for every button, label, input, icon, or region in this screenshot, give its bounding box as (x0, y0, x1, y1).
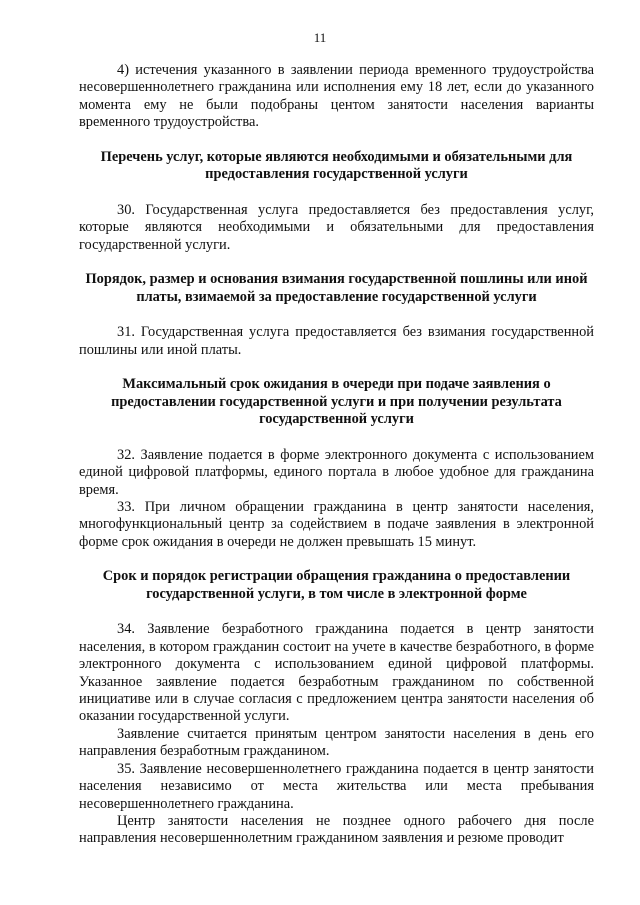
heading-registration: Срок и порядок регистрации обращения гражданина о предоставлении государственной услуги, в том числе в электронной форме (102, 568, 571, 602)
paragraph-35-continued: Центр занятости населения не позднее одного рабочего дня после направления несовершеннолетним гражданином заявления и резюме проводит (79, 812, 594, 847)
paragraph-item-4: 4) истечения указанного в заявлении периода временного трудоустройства несовершеннолетнего гражданина или исполнения ему 18 лет, если до указанного момента ему не были подобраны центом занятости населения варианты временного трудоустройства. (79, 62, 594, 131)
paragraph-30: 30. Государственная услуга предоставляется без предоставления услуг, которые являются необходимыми и обязательными для предоставления государственной услуги. (79, 201, 594, 253)
paragraph-34: 34. Заявление безработного гражданина подается в центр занятости населения, в котором гражданин состоит на учете в качестве безработного, в форме электронного документа с использованием единой цифровой платформы. Указанное заявление подается безработным гражданином по собственной инициативе или в случае согласия с предложением центра занятости населения об оказании государственной услуги. (79, 621, 594, 725)
paragraph-34-continued: Заявление считается принятым центром занятости населения в день его направления безработным гражданином. (79, 725, 594, 760)
heading-state-fee: Порядок, размер и основания взимания государственной пошлины или иной платы, взимаемой за предоставление государственной услуги (85, 271, 588, 305)
paragraph-33: 33. При личном обращении гражданина в центр занятости населения, многофункциональный центр за содействием в подаче заявления в электронной форме срок ожидания в очереди не должен превышать 15 минут. (79, 499, 594, 550)
paragraph-31: 31. Государственная услуга предоставляется без взимания государственной пошлины или иной платы. (79, 324, 594, 358)
heading-waiting-time: Максимальный срок ожидания в очереди при подаче заявления о предоставлении государственной услуги и при получении результата государственной услуги (111, 376, 562, 428)
paragraph-32: 32. Заявление подается в форме электронного документа с использованием единой цифровой платформы, единого портала в любое удобное для гражданина время. (79, 446, 594, 498)
paragraph-35: 35. Заявление несовершеннолетнего гражданина подается в центр занятости населения независимо от места жительства или места пребывания несовершеннолетнего гражданина. (79, 760, 594, 812)
page-number: 11 (313, 30, 327, 45)
heading-required-services: Перечень услуг, которые являются необходимыми и обязательными для предоставления государственной услуги (100, 148, 573, 183)
document-body (79, 62, 594, 848)
